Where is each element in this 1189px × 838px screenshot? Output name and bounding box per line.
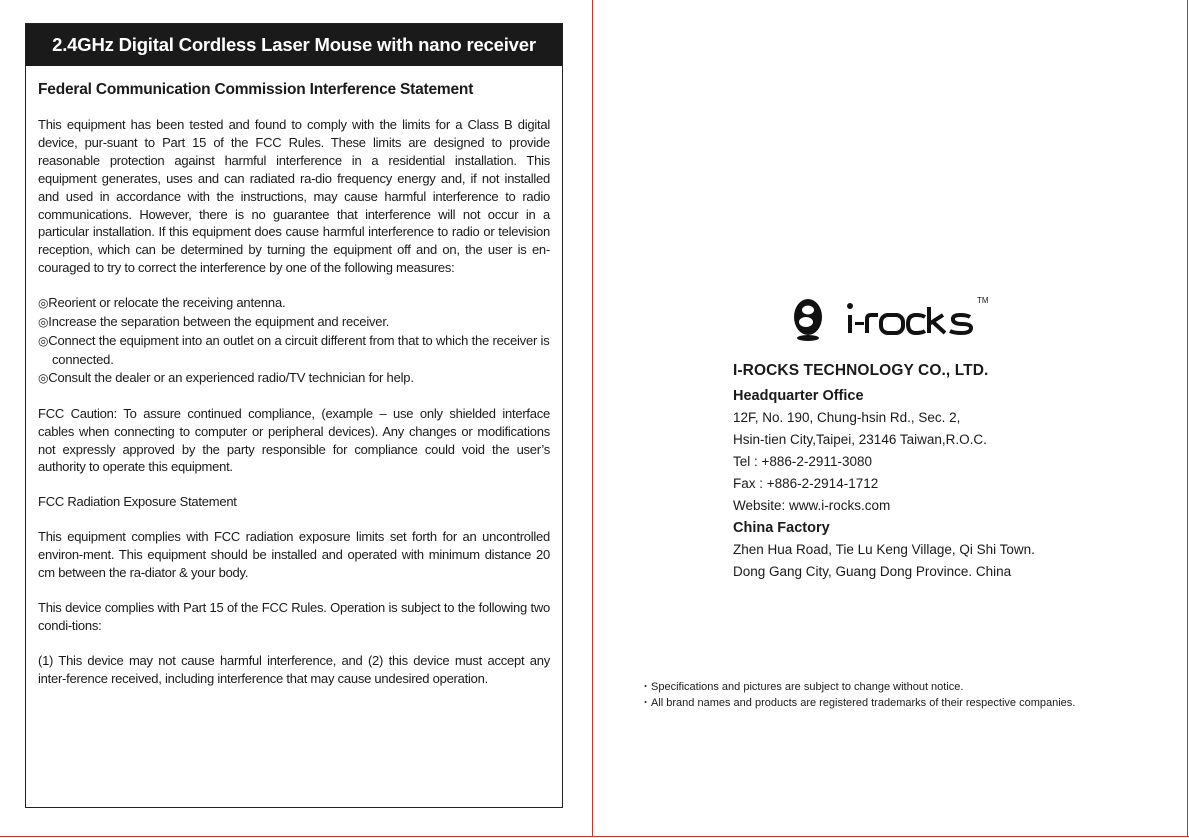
factory-address-line: Zhen Hua Road, Tie Lu Keng Village, Qi Shi Town. bbox=[733, 542, 1035, 557]
fcc-heading: Federal Communication Commission Interference Statement bbox=[38, 81, 474, 98]
page-fold-line bbox=[592, 0, 593, 837]
conditions-paragraph: (1) This device may not cause harmful interference, and (2) this device must accept any inter-ference received, including interference that may cause undesired operation. bbox=[38, 652, 550, 686]
product-title: 2.4GHz Digital Cordless Laser Mouse with nano receiver bbox=[26, 24, 562, 66]
hq-address-line: Hsin-tien City,Taipei, 23146 Taiwan,R.O.C. bbox=[733, 432, 987, 447]
measure-text: Connect the equipment into an outlet on a circuit different from that to which the receiver is connected. bbox=[48, 332, 550, 367]
trademark-symbol: TM bbox=[977, 296, 989, 305]
measure-item bbox=[38, 369, 550, 388]
radiation-heading: FCC Radiation Exposure Statement bbox=[38, 494, 237, 510]
measure-text: Increase the separation between the equipment and receiver. bbox=[48, 314, 390, 330]
page-right-edge bbox=[1187, 0, 1188, 837]
i-rocks-logo-icon bbox=[792, 293, 992, 343]
fcc-caution-paragraph: FCC Caution: To assure continued compliance, (example – use only shielded interface cables when connecting to computer or peripheral devices). Any changes or modifications not expressly approved by the party responsible for compliance could void the user’s authority to operate this equipment. bbox=[38, 405, 550, 475]
measure-item bbox=[38, 294, 550, 313]
circle-bullet-icon: ◎ bbox=[38, 370, 49, 385]
company-name: I-ROCKS TECHNOLOGY CO., LTD. bbox=[733, 362, 989, 379]
circle-bullet-icon: ◎ bbox=[38, 333, 49, 348]
telephone: Tel : +886-2-2911-3080 bbox=[733, 454, 872, 469]
company-info bbox=[733, 362, 1153, 583]
measure-item bbox=[38, 313, 550, 332]
measure-text: Reorient or relocate the receiving antenna. bbox=[48, 295, 286, 311]
hq-address-line: 12F, No. 190, Chung-hsin Rd., Sec. 2, bbox=[733, 410, 961, 425]
circle-bullet-icon: ◎ bbox=[38, 315, 49, 330]
factory-address-line: Dong Gang City, Guang Dong Province. China bbox=[733, 564, 1012, 579]
disclaimer-line: ・Specifications and pictures are subject to change without notice. bbox=[640, 681, 964, 693]
measures-list bbox=[38, 294, 550, 388]
hq-heading: Headquarter Office bbox=[733, 388, 864, 404]
factory-heading: China Factory bbox=[733, 520, 830, 536]
fcc-statement-panel bbox=[25, 23, 563, 808]
i-rocks-logo bbox=[792, 293, 992, 343]
fcc-content bbox=[26, 66, 562, 688]
fcc-intro-paragraph: This equipment has been tested and found to comply with the limits for a Class B digital device, pur-suant to Part 15 of the FCC Rules. These limits are designed to provide reasonable protection against harmful interference in a residential installation. This equipment generates, uses and can radiated ra-dio frequency energy and, if not installed and used in accordance with the instructions, may cause harmful interference to radio communications. However, there is no guarantee that interference will not occur in a particular installation. If this equipment does cause harmful interference to radio or television reception, which can be determined by turning the equipment off and on, the user is en-couraged to try to correct the interference by one of the following measures: bbox=[38, 117, 550, 276]
part15-paragraph: This device complies with Part 15 of the FCC Rules. Operation is subject to the following two condi-tions: bbox=[38, 599, 550, 633]
radiation-paragraph: This equipment complies with FCC radiation exposure limits set forth for an uncontrolled environ-ment. This equipment should be installed and operated with minimum distance 20 cm between the ra-diator & your body. bbox=[38, 529, 550, 581]
website: Website: www.i-rocks.com bbox=[733, 498, 891, 513]
fax: Fax : +886-2-2914-1712 bbox=[733, 476, 879, 491]
measure-text: Consult the dealer or an experienced radio/TV technician for help. bbox=[48, 369, 414, 385]
circle-bullet-icon: ◎ bbox=[38, 296, 49, 311]
disclaimer-line: ・All brand names and products are registered trademarks of their respective companies. bbox=[640, 697, 1076, 709]
disclaimer-notes bbox=[640, 679, 1180, 711]
page-bottom-edge bbox=[0, 836, 1189, 837]
measure-item bbox=[38, 332, 550, 369]
